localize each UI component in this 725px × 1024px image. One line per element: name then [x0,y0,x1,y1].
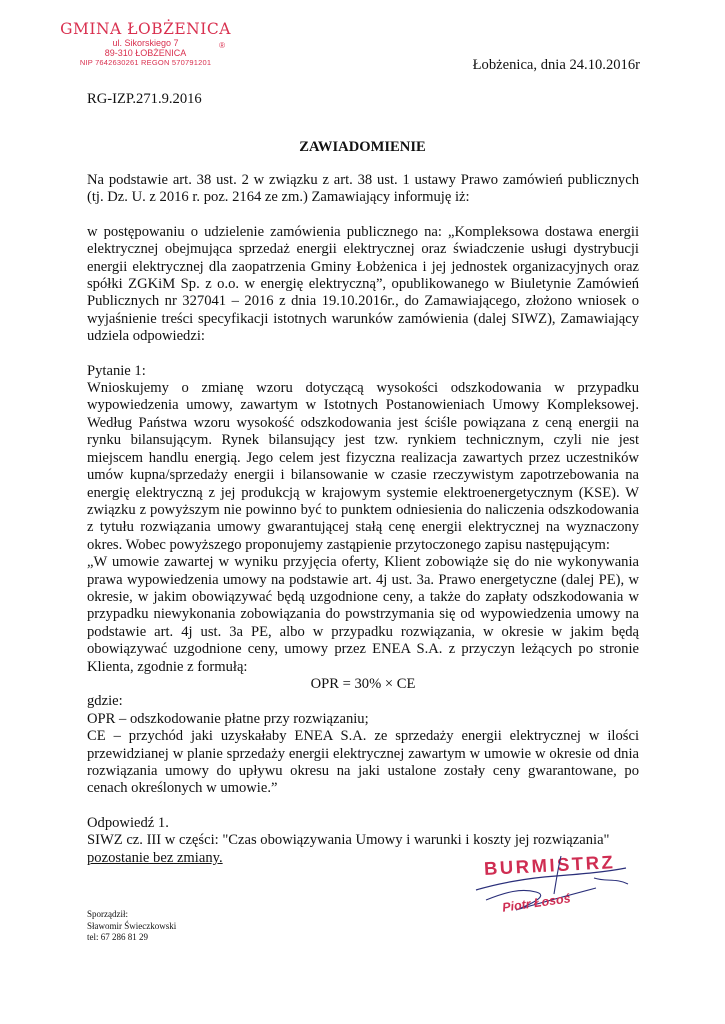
question-quote: „W umowie zawartej w wyniku przyjęcia oferty, Klient zobowiąże się do nie wykonywania prawa wypowiedzenia umowy na podstawie art. 4j ust. 3a. Prawo energetyczne (dalej PE), w okresie, w jakim obowiązywać będą uzgodnione ceny, a także do zapłaty odszkodowania w przypadku niewykonania zobowiązania do powstrzymania się od wypowiedzenia umowy na podstawie art. 4j ust. 3a PE, albo w przypadku rozwiązania, w okresie w jakim będą obowiązywać uzgodnione ceny, umowy przez ENEA S.A. z przyczyn leżących po stronie Klienta, zgodnie z formułą: [87,554,639,675]
document-body [87,172,639,867]
signature-title: BURMISTRZ [483,851,616,879]
intro-paragraph: Na podstawie art. 38 ust. 2 w związku z art. 38 ust. 1 ustawy Prawo zamówień publicznych (tj. Dz. U. z 2016 r. poz. 2164 ze zm.) Zamawiający informuję iż: [87,172,639,206]
office-stamp [58,20,233,68]
where-label: gdzie: [87,693,123,710]
signature-name: Piotr Łosoś [501,891,572,915]
document-title: ZAWIADOMIENIE [299,139,426,155]
signature-stamp [466,848,641,938]
definition-ce: CE – przychód jaki uzyskałaby ENEA S.A. ze sprzedaży energii elektrycznej w ilości przewidzianej w planie sprzedaży energii elektrycznej zawartym w umowie w okresie od dnia rozwiązania umowy do upływu okresu na jaki ustalone zostały ceny gwarantowane, po cenach określonych w umowie.” [87,728,639,797]
question-label: Pytanie 1: [87,362,146,379]
prepared-name: Sławomir Świeczkowski [87,920,177,931]
prepared-by [87,909,176,944]
prepared-phone: tel: 67 286 81 29 [87,932,148,943]
answer-text: SIWZ cz. III w części: "Czas obowiązywania Umowy i warunki i koszty jej rozwiązania" [87,832,610,849]
place-date: Łobżenica, dnia 24.10.2016r [472,57,640,73]
reference-number: RG-IZP.271.9.2016 [87,91,202,107]
answer-result-text: pozostanie bez zmiany. [87,849,223,866]
definition-opr: OPR – odszkodowanie płatne przy rozwiązaniu; [87,710,369,727]
stamp-name: GMINA ŁOBŻENICA [60,20,231,38]
stamp-city: 89-310 ŁOBŻENICA [104,48,187,58]
question-text: Wnioskujemy o zmianę wzoru dotyczącą wysokości odszkodowania w przypadku wypowiedzenia umowy, zawartym w Istotnych Postanowieniach Umowy Kompleksowej. Według Państwa wzoru wysokość odszkodowania jest ściśle powiązana z ceną energii na rynku bilansującym. Rynek bilansujący jest tzw. rynkiem technicznym, czyli nie jest miejscem handlu energią. Jego celem jest fizyczna realizacja zawartych przez uczestników umów kupna/sprzedaży energii i bilansowanie w czasie rzeczywistym zapotrzebowania na energię elektryczną z jej produkcją w krajowym systemie elektroenergetycznym (KSE). W związku z powyższym nie powinno być to punktem odniesienia do naliczenia odszkodowania z tytułu rozwiązania umowy gwarantującej stałą cenę energii elektrycznej na wyznaczony okres. Wobec powyższego proponujemy zastąpienie przytoczonego zapisu następującym: [87,380,639,553]
context-paragraph: w postępowaniu o udzielenie zamówienia publicznego na: „Kompleksowa dostawa energii elektrycznej obejmująca sprzedaż energii elektrycznej oraz świadczenie usługi dystrybucji energii elektrycznej dla zaopatrzenia Gminy Łobżenica i jej jednostek organizacyjnych oraz spółki ZGKiM Sp. z o.o. w energię elektryczną”, opublikowanego w Biuletynie Zamówień Publicznych nr 327041 – 2016 z dnia 19.10.2016r., do Zamawiającego, złożono wniosek o wyjaśnienie treści specyfikacji istotnych warunków zamówienia (dalej SIWZ), Zamawiający udziela odpowiedzi: [87,223,639,345]
stamp-street: ul. Sikorskiego 7 [112,38,179,48]
stamp-registered-icon: ® [219,41,225,50]
formula: OPR = 30% × CE [310,675,416,692]
stamp-ids: NIP 7642630261 REGON 570791201 [79,58,212,67]
answer-label: Odpowiedź 1. [87,814,169,831]
prepared-label: Sporządził: [87,909,128,919]
